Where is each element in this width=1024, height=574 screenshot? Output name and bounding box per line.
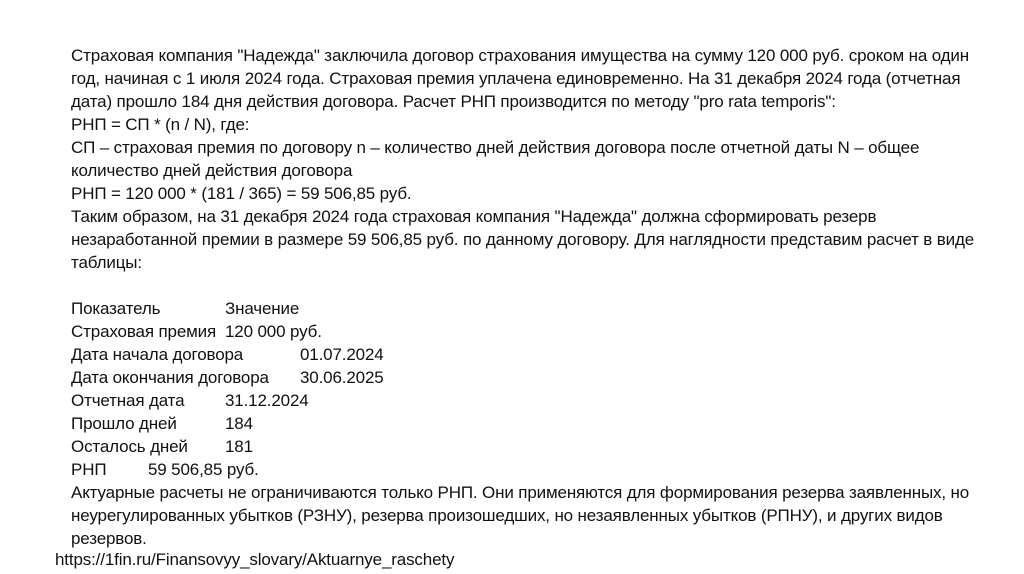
row-label: Осталось дней (71, 437, 188, 456)
row-value: 120 000 руб. (225, 322, 322, 341)
text-body (71, 44, 996, 550)
closing-paragraph: Актуарные расчеты не ограничиваются только РНП. Они применяются для формирования резерва заявленных, но неурегулированных убытков (РЗНУ), резерва произошедших, но незаявленных убытков (РПНУ), и других видов резервов. (71, 483, 970, 548)
table-row (71, 435, 996, 458)
table-row (71, 343, 996, 366)
source-link[interactable]: https://1fin.ru/Finansovyy_slovary/Aktuarnye_raschety (55, 550, 455, 569)
summary-table (71, 297, 996, 481)
row-label: Страховая премия (71, 322, 217, 341)
table-row (71, 320, 996, 343)
row-value: 30.06.2025 (300, 368, 384, 387)
header-value: Значение (225, 299, 300, 318)
table-header-row (71, 297, 996, 320)
row-label: РНП (71, 460, 107, 479)
spacer (71, 274, 996, 297)
row-label: Отчетная дата (71, 391, 185, 410)
intro-paragraph: Страховая компания "Надежда" заключила договор страхования имущества на сумму 120 000 руб. сроком на один год, начиная с 1 июля 2024 года. Страховая премия уплачена единовременно. На 31 декабря 2024 года (отчетная дата) прошло 184 дня действия договора. Расчет РНП производится по методу "pro rata temporis": (71, 46, 969, 111)
row-label: Дата начала договора (71, 345, 244, 364)
header-label: Показатель (71, 299, 161, 318)
row-value: 184 (225, 414, 253, 433)
row-value: 01.07.2024 (300, 345, 384, 364)
formula-line: РНП = СП * (n / N), где: (71, 115, 250, 134)
row-label: Прошло дней (71, 414, 177, 433)
table-row (71, 366, 996, 389)
definitions-paragraph: СП – страховая премия по договору n – количество дней действия договора после отчетной даты N – общее количество дней действия договора (71, 138, 920, 180)
conclusion-paragraph: Таким образом, на 31 декабря 2024 года страховая компания "Надежда" должна сформировать резерв незаработанной премии в размере 59 506,85 руб. по данному договору. Для наглядности представим расчет в виде таблицы: (71, 207, 975, 272)
row-value: 181 (225, 437, 253, 456)
row-value: 59 506,85 руб. (148, 460, 259, 479)
table-row (71, 412, 996, 435)
row-value: 31.12.2024 (225, 391, 309, 410)
table-row (71, 458, 996, 481)
row-label: Дата окончания договора (71, 368, 269, 387)
table-row (71, 389, 996, 412)
calculation-line: РНП = 120 000 * (181 / 365) = 59 506,85 руб. (71, 184, 412, 203)
